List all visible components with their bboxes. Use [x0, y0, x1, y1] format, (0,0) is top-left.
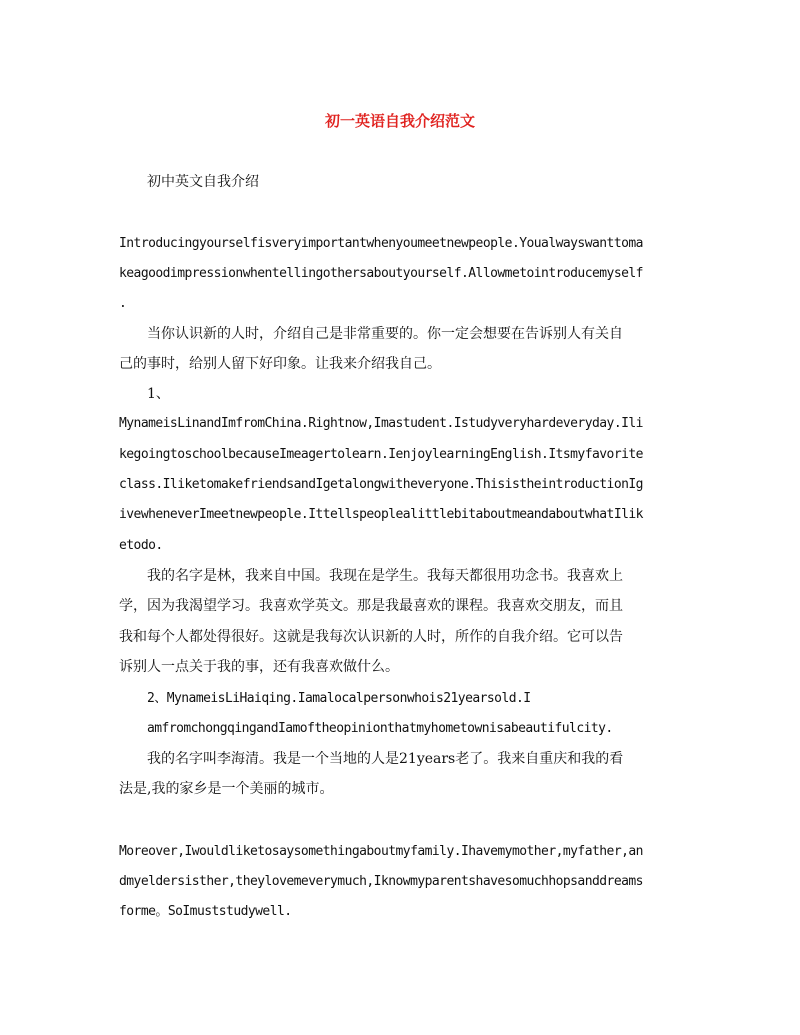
list-number: 1、 [147, 386, 170, 402]
paragraph-line: Moreover,Iwouldliketosaysomethingaboutmyfamily.Ihavemymother,myfather,an [119, 844, 643, 859]
paragraph-line: class.IliketomakefriendsandIgetalongwitheveryone.ThisistheintroductionIg [119, 477, 643, 492]
paragraph-line: Introducingyourselfisveryimportantwhenyoumeetnewpeople.Youalwayswanttoma [119, 236, 643, 251]
paragraph-line: 我和每个人都处得很好。这就是我每次认识新的人时，所作的自我介绍。它可以告 [119, 629, 623, 645]
document-title: 初一英语自我介绍范文 [324, 112, 475, 130]
paragraph-line: 我的名字是林，我来自中国。我现在是学生。我每天都很用功念书。我喜欢上 [147, 568, 623, 584]
paragraph-line: dmyeldersisther,theylovemeverymuch,Iknowmyparentshavesomuchhopsanddreams [119, 874, 643, 889]
paragraph-line: 当你认识新的人时，介绍自己是非常重要的。你一定会想要在告诉别人有关自 [147, 326, 623, 342]
paragraph-line: 诉别人一点关于我的事，还有我喜欢做什么。 [119, 659, 399, 675]
subtitle: 初中英文自我介绍 [147, 174, 259, 190]
paragraph-line: 2、MynameisLiHaiqing.Iamalocalpersonwhois21yearsold.I [147, 691, 531, 706]
paragraph-line: ivewheneverImeetnewpeople.IttellspeoplealittlebitaboutmeandaboutwhatIlik [119, 507, 643, 522]
paragraph-line: kegoingtoschoolbecauseImeagertolearn.IenjoylearningEnglish.Itsmyfavorite [119, 447, 643, 462]
paragraph-line: 法是,我的家乡是一个美丽的城市。 [119, 781, 334, 797]
paragraph-line: . [119, 296, 127, 311]
paragraph-line: 我的名字叫李海清。我是一个当地的人是21years老了。我来自重庆和我的看 [147, 751, 624, 767]
paragraph-line: 学，因为我渴望学习。我喜欢学英文。那是我最喜欢的课程。我喜欢交朋友，而且 [119, 598, 623, 614]
paragraph-line: forme。SoImuststudywell. [119, 904, 292, 919]
paragraph-line: etodo. [119, 538, 163, 553]
paragraph-line: MynameisLinandImfromChina.Rightnow,Imastudent.Istudyveryhardeveryday.Ili [119, 416, 643, 431]
paragraph-line: 己的事时，给别人留下好印象。让我来介绍我自己。 [119, 356, 441, 372]
paragraph-line: keagoodimpressionwhentellingothersaboutyourself.Allowmetointroducemyself [119, 266, 643, 281]
paragraph-line: amfromchongqingandIamoftheopinionthatmyhometownisabeautifulcity. [147, 721, 613, 736]
